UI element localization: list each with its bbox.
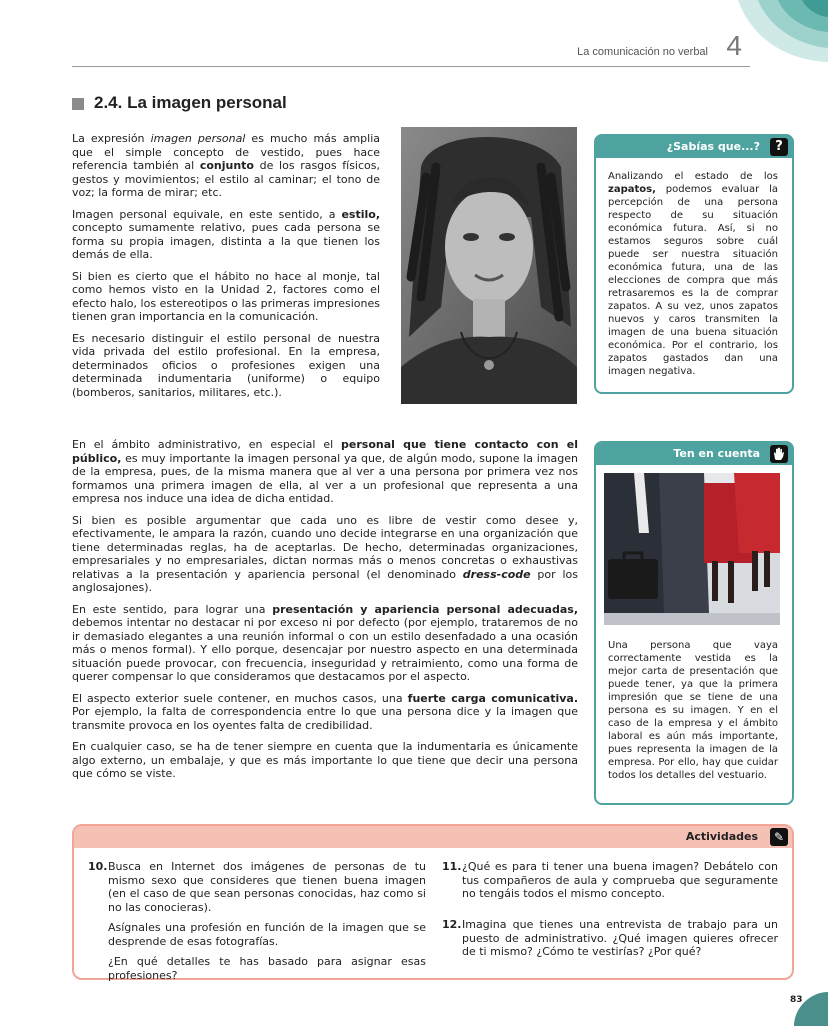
page-number: 83 <box>790 995 803 1005</box>
activity-number: 11. <box>442 860 462 873</box>
activity-text: Imagina que tienes una entrevista de trabajo para un puesto de administrativo. ¿Qué imagen quieres ofrecer de ti mismo? ¿Cómo te vestirías? ¿Por qué? <box>462 918 778 958</box>
paragraph-5: En el ámbito administrativo, en especial el personal que tiene contacto con el público, es muy importante la imagen personal ya que, de algún modo, supone la imagen de la empresa, pues, de la misma manera que al ver a una persona por primera vez nos formamos una primera imagen de ella, al ver a un profesional que representa a una empresa nos induce una idea de dicha entidad. <box>72 438 578 505</box>
paragraph-9: En cualquier caso, se ha de tener siempre en cuenta que la indumentaria es únicamente algo externo, un embalaje, y que es más importante lo que tiene que decir una persona que cómo se viste. <box>72 740 578 780</box>
hand-icon <box>770 445 788 463</box>
body-column-bottom <box>72 438 578 789</box>
activity-10 <box>88 860 426 989</box>
portrait-photo <box>401 127 577 404</box>
section-title: 2.4. La imagen personal <box>94 93 287 112</box>
activity-text: Busca en Internet dos imágenes de personas de tu mismo sexo que consideres que tienen buena imagen (en el caso de que sean personas conocidas, haz como si no las conocieras). <box>108 860 426 914</box>
paragraph-2: Imagen personal equivale, en este sentido, a estilo, concepto sumamente relativo, pues cada persona se forma su propia imagen, distinta a la que tienen los demás de ella. <box>72 207 380 261</box>
paragraph-7: En este sentido, para lograr una presentación y apariencia personal adecuadas, debemos intentar no destacar ni por exceso ni por defecto (por ejemplo, trataremos de no ir demasiado elegantes a una reunión informal o con un estilo desenfadado a una ocasión más o menos formal). Y ello porque, desencajar por nuestro aspecto en una determinada situación puede provocar, con frecuencia, inseguridad y retraimiento, como una forma de querer compensar lo que consideramos que destacamos por el aspecto. <box>72 602 578 683</box>
paragraph-4: Es necesario distinguir el estilo personal de nuestra vida privada del estilo profesional. En la empresa, determinados oficios o profesiones exigen una determinada indumentaria (uniforme) o equipo (bomberos, sanitarios, militares, etc.). <box>72 331 380 399</box>
sabias-que-header <box>596 136 792 158</box>
activity-11 <box>442 860 778 908</box>
activity-text: ¿Qué es para ti tener una buena imagen? Debátelo con tus compañeros de aula y comprueba que seguramente no tengáis todos el mismo concepto. <box>462 860 778 900</box>
paragraph-6: Si bien es posible argumentar que cada uno es libre de vestir como desee y, efectivamente, le ampara la razón, cuando uno decide integrarse en una organización que tiene determinadas reglas, ha de aceptarlas. De hecho, determinadas organizaciones, empresariales y no empresariales, dictan normas más o menos concretas o exhaustivas relativas a la presentación y apariencia personal (el denominado dress-code por los anglosajones). <box>72 513 578 594</box>
ten-en-cuenta-header <box>596 443 792 465</box>
chapter-number: 4 <box>726 30 742 61</box>
paragraph-8: El aspecto exterior suele contener, en muchos casos, una fuerte carga comunicativa. Por ejemplo, la falta de correspondencia entre lo que una persona dice y la imagen que transmite provoca en los oyentes falta de credibilidad. <box>72 691 579 732</box>
body-column-top <box>72 132 380 407</box>
activity-12 <box>442 918 778 966</box>
ten-en-cuenta-text: Una persona que vaya correctamente vestida es la mejor carta de presentación que puede tener, ya que la primera impresión que se tiene de una persona es su imagen. Y en el caso de la empresa y el ámbito laboral es aún más importante, pues representa la imagen de la empresa. Por ello, hay que cuidar todos los detalles del vestuario. <box>608 640 778 781</box>
chapter-title: La comunicación no verbal <box>577 46 708 58</box>
actividades-box <box>72 824 794 980</box>
sabias-que-title: ¿Sabías que...? <box>666 140 760 153</box>
actividades-title: Actividades <box>685 830 758 843</box>
paragraph-3: Si bien es cierto que el hábito no hace al monje, tal como hemos visto en la Unidad 2, factores como el efecto halo, los estereotipos o las primeras impresiones tienen gran importancia en la comunicación. <box>72 269 380 323</box>
pencil-icon: ✎ <box>770 828 788 846</box>
activity-text: ¿En qué detalles te has basado para asignar esas profesiones? <box>108 955 426 982</box>
sabias-que-box <box>594 134 794 394</box>
header-rule <box>72 66 750 67</box>
ten-en-cuenta-title: Ten en cuenta <box>673 447 760 460</box>
activity-number: 10. <box>88 860 108 873</box>
activity-number: 12. <box>442 918 462 931</box>
section-marker <box>72 98 84 110</box>
paragraph-1: La expresión imagen personal es mucho más amplia que el simple concepto de vestido, pues hace referencia también al conjunto de los rasgos físicos, gestos y movimientos; el estilo al caminar; el tono de voz; la forma de mirar; etc. <box>72 132 380 199</box>
business-people-photo <box>604 473 780 625</box>
question-icon: ? <box>770 138 788 156</box>
activity-text: Asígnales una profesión en función de la imagen que se desprende de esas fotografías. <box>108 921 426 948</box>
actividades-header <box>74 826 792 848</box>
sabias-que-text: Analizando el estado de los zapatos, podemos evaluar la percepción de una persona respecto de su situación económica futura. Así, si no estamos seguros sobre cuál puede ser nuestra situación económica futura, una de las elecciones de compra que más retrasaremos es la de comprar zapatos. A su vez, unos zapatos nuevos y caros transmiten la imagen de una buena situación económica. Por el contrario, los zapatos gastados dan una imagen negativa. <box>608 171 778 377</box>
ten-en-cuenta-box <box>594 441 794 805</box>
corner-decoration <box>794 992 828 1026</box>
